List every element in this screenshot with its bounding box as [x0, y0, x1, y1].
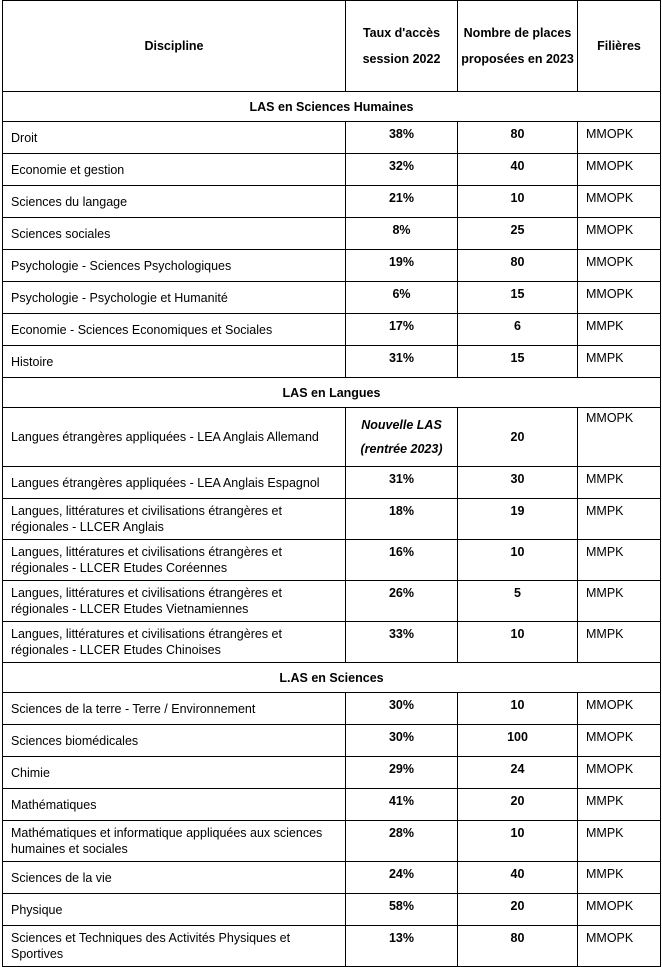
discipline-cell: Economie et gestion [3, 154, 346, 186]
places-cell: 25 [458, 218, 578, 250]
table-row [3, 622, 661, 663]
header-row [3, 1, 661, 92]
discipline-cell: Histoire [3, 346, 346, 378]
table-row [3, 467, 661, 499]
admissions-table [2, 0, 661, 967]
places-cell: 10 [458, 540, 578, 581]
header-places: Nombre de places proposées en 2023 [458, 1, 578, 92]
taux-cell: 6% [346, 282, 458, 314]
table-row [3, 250, 661, 282]
taux-cell: 17% [346, 314, 458, 346]
filieres-cell: MMOPK [578, 250, 661, 282]
section-row [3, 663, 661, 693]
places-cell: 19 [458, 499, 578, 540]
header-discipline: Discipline [3, 1, 346, 92]
taux-cell: 13% [346, 926, 458, 967]
discipline-cell: Langues étrangères appliquées - LEA Anglais Allemand [3, 408, 346, 467]
section-title: LAS en Sciences Humaines [3, 92, 661, 122]
section-row [3, 378, 661, 408]
taux-cell: 28% [346, 821, 458, 862]
places-cell: 24 [458, 757, 578, 789]
taux-cell: 29% [346, 757, 458, 789]
filieres-cell: MMPK [578, 346, 661, 378]
places-cell: 5 [458, 581, 578, 622]
taux-cell: 31% [346, 467, 458, 499]
discipline-cell: Psychologie - Psychologie et Humanité [3, 282, 346, 314]
taux-cell: 31% [346, 346, 458, 378]
filieres-cell: MMOPK [578, 757, 661, 789]
filieres-cell: MMPK [578, 821, 661, 862]
table-row [3, 926, 661, 967]
filieres-cell: MMPK [578, 467, 661, 499]
filieres-cell: MMOPK [578, 186, 661, 218]
discipline-cell: Sciences du langage [3, 186, 346, 218]
taux-cell: 30% [346, 693, 458, 725]
section-row [3, 92, 661, 122]
discipline-cell: Mathématiques et informatique appliquées aux sciences humaines et sociales [3, 821, 346, 862]
discipline-cell: Physique [3, 894, 346, 926]
places-cell: 20 [458, 894, 578, 926]
filieres-cell: MMOPK [578, 282, 661, 314]
taux-cell: 30% [346, 725, 458, 757]
filieres-cell: MMPK [578, 314, 661, 346]
taux-cell: 16% [346, 540, 458, 581]
places-cell: 80 [458, 250, 578, 282]
discipline-cell: Psychologie - Sciences Psychologiques [3, 250, 346, 282]
places-cell: 10 [458, 186, 578, 218]
places-cell: 20 [458, 408, 578, 467]
taux-cell: 33% [346, 622, 458, 663]
places-cell: 10 [458, 693, 578, 725]
header-filieres: Filières [578, 1, 661, 92]
discipline-cell: Langues, littératures et civilisations étrangères et régionales - LLCER Etudes Coréennes [3, 540, 346, 581]
filieres-cell: MMOPK [578, 218, 661, 250]
filieres-cell: MMOPK [578, 693, 661, 725]
table-row [3, 499, 661, 540]
filieres-cell: MMOPK [578, 725, 661, 757]
table-body [3, 92, 661, 967]
discipline-cell: Langues, littératures et civilisations étrangères et régionales - LLCER Etudes Vietnamiennes [3, 581, 346, 622]
table-row [3, 314, 661, 346]
taux-cell: 8% [346, 218, 458, 250]
taux-cell: 32% [346, 154, 458, 186]
discipline-cell: Langues, littératures et civilisations étrangères et régionales - LLCER Etudes Chinoises [3, 622, 346, 663]
table-row [3, 122, 661, 154]
places-cell: 6 [458, 314, 578, 346]
places-cell: 10 [458, 622, 578, 663]
discipline-cell: Sciences de la terre - Terre / Environnement [3, 693, 346, 725]
filieres-cell: MMPK [578, 622, 661, 663]
discipline-cell: Chimie [3, 757, 346, 789]
filieres-cell: MMOPK [578, 408, 661, 467]
filieres-cell: MMPK [578, 540, 661, 581]
filieres-cell: MMOPK [578, 154, 661, 186]
table-row [3, 218, 661, 250]
table-row [3, 725, 661, 757]
places-cell: 15 [458, 282, 578, 314]
table-row [3, 757, 661, 789]
places-cell: 15 [458, 346, 578, 378]
filieres-cell: MMPK [578, 862, 661, 894]
table-row [3, 821, 661, 862]
table-row [3, 862, 661, 894]
taux-cell: 58% [346, 894, 458, 926]
table-row [3, 408, 661, 467]
table-row [3, 540, 661, 581]
section-title: LAS en Langues [3, 378, 661, 408]
places-cell: 40 [458, 862, 578, 894]
filieres-cell: MMPK [578, 789, 661, 821]
filieres-cell: MMPK [578, 499, 661, 540]
places-cell: 100 [458, 725, 578, 757]
taux-cell: 19% [346, 250, 458, 282]
discipline-cell: Sciences et Techniques des Activités Physiques et Sportives [3, 926, 346, 967]
filieres-cell: MMPK [578, 581, 661, 622]
discipline-cell: Economie - Sciences Economiques et Sociales [3, 314, 346, 346]
places-cell: 10 [458, 821, 578, 862]
taux-cell: 41% [346, 789, 458, 821]
table-row [3, 282, 661, 314]
discipline-cell: Sciences biomédicales [3, 725, 346, 757]
table-row [3, 154, 661, 186]
taux-cell: 24% [346, 862, 458, 894]
taux-cell: 38% [346, 122, 458, 154]
filieres-cell: MMOPK [578, 894, 661, 926]
places-cell: 30 [458, 467, 578, 499]
table-row [3, 186, 661, 218]
places-cell: 20 [458, 789, 578, 821]
places-cell: 80 [458, 122, 578, 154]
table-row [3, 346, 661, 378]
places-cell: 80 [458, 926, 578, 967]
table-row [3, 789, 661, 821]
table-row [3, 581, 661, 622]
places-cell: 40 [458, 154, 578, 186]
discipline-cell: Droit [3, 122, 346, 154]
discipline-cell: Langues étrangères appliquées - LEA Anglais Espagnol [3, 467, 346, 499]
section-title: L.AS en Sciences [3, 663, 661, 693]
taux-cell: Nouvelle LAS (rentrée 2023) [346, 408, 458, 467]
filieres-cell: MMOPK [578, 122, 661, 154]
taux-cell: 18% [346, 499, 458, 540]
table-row [3, 693, 661, 725]
header-taux: Taux d'accès session 2022 [346, 1, 458, 92]
table-row [3, 894, 661, 926]
discipline-cell: Sciences de la vie [3, 862, 346, 894]
taux-cell: 21% [346, 186, 458, 218]
discipline-cell: Mathématiques [3, 789, 346, 821]
discipline-cell: Sciences sociales [3, 218, 346, 250]
discipline-cell: Langues, littératures et civilisations étrangères et régionales - LLCER Anglais [3, 499, 346, 540]
taux-cell: 26% [346, 581, 458, 622]
filieres-cell: MMOPK [578, 926, 661, 967]
